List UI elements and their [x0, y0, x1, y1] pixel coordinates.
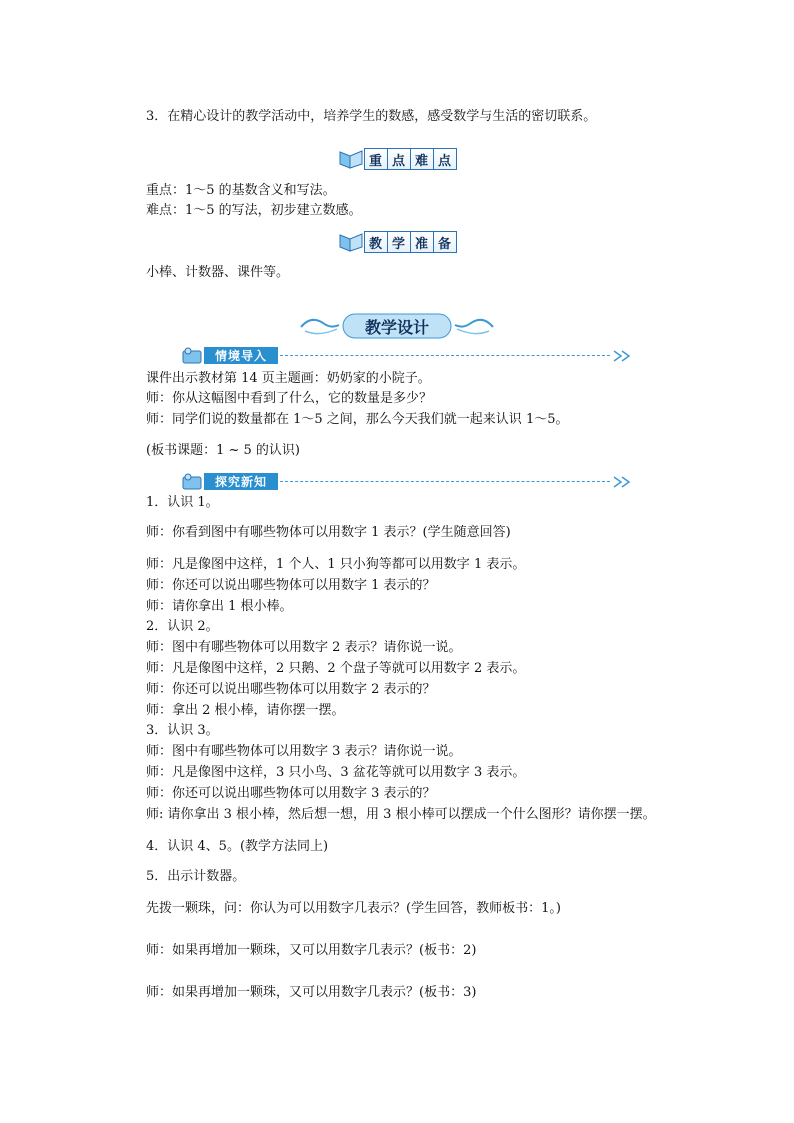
explore-line: 师：你还可以说出哪些物体可以用数字 2 表示的？: [146, 682, 436, 697]
preparation-text: 小棒、计数器、课件等。: [146, 265, 290, 280]
intro-line: 师：你从这幅图中看到了什么，它的数量是多少？: [146, 391, 433, 406]
banner-title: 教学设计: [364, 317, 429, 337]
explore-line: 师：拿出 2 根小棒，请你摆一摆。: [146, 703, 345, 718]
objective-line: 3．在精心设计的教学活动中，培养学生的数感，感受数学与生活的密切联系。: [146, 109, 597, 124]
heading-char: 准: [411, 232, 434, 252]
explore-line: 师：请你拿出 1 根小棒。: [146, 599, 293, 614]
explore-line: 师：你还可以说出哪些物体可以用数字 1 表示的？: [146, 578, 436, 593]
explore-line: 2．认识 2。: [146, 619, 219, 634]
heading-char: 重: [365, 149, 388, 169]
chalkboard-icon: [180, 346, 204, 366]
dashed-divider: [280, 481, 610, 482]
heading-char: 难: [411, 149, 434, 169]
explore-line: 师：图中有哪些物体可以用数字 2 表示？请你说一说。: [146, 640, 462, 655]
intro-label: 情境导入: [204, 347, 278, 364]
dashed-divider: [280, 355, 610, 356]
explore-line: 4．认识 4、5。(教学方法同上): [146, 839, 329, 854]
design-banner: [297, 311, 497, 341]
explore-line: 师：如果再增加一颗珠，又可以用数字几表示？(板书：3): [146, 985, 477, 1000]
chalkboard-icon: [180, 472, 204, 492]
explore-section-bar: [180, 472, 640, 492]
preparation-heading: [0, 231, 794, 253]
explore-line: 师：凡是像图中这样，3 只小鸟、3 盆花等就可以用数字 3 表示。: [146, 765, 526, 780]
book-icon: [338, 148, 364, 170]
key-points-heading: [0, 148, 794, 170]
explore-line: 师：凡是像图中这样，2 只鹅、2 个盘子等就可以用数字 2 表示。: [146, 661, 526, 676]
explore-label: 探究新知: [204, 473, 278, 490]
explore-line: 师: 请你拿出 3 根小棒，然后想一想，用 3 根小棒可以摆成一个什么图形？请你摆一摆。: [146, 807, 656, 822]
intro-line: 师：同学们说的数量都在 1～5 之间，那么今天我们就一起来认识 1～5。: [146, 412, 569, 427]
key-point-line: 重点：1～5 的基数含义和写法。: [146, 183, 336, 198]
book-icon: [338, 231, 364, 253]
intro-line: (板书课题：1 ~ 5 的认识): [146, 443, 300, 458]
heading-char: 点: [388, 149, 411, 169]
explore-line: 先拨一颗珠，问：你认为可以用数字几表示？(学生回答，教师板书：1。): [146, 901, 561, 916]
explore-line: 师：你还可以说出哪些物体可以用数字 3 表示的？: [146, 786, 436, 801]
explore-line: 1．认识 1。: [146, 495, 219, 510]
double-chevron-icon: [612, 349, 636, 363]
double-chevron-icon: [612, 475, 636, 489]
explore-line: 5．出示计数器。: [146, 869, 246, 884]
explore-line: 师：凡是像图中这样，1 个人、1 只小狗等都可以用数字 1 表示。: [146, 557, 526, 572]
heading-char: 学: [388, 232, 411, 252]
explore-line: 3．认识 3。: [146, 723, 219, 738]
explore-line: 师：你看到图中有哪些物体可以用数字 1 表示？(学生随意回答): [146, 525, 511, 540]
heading-char: 教: [365, 232, 388, 252]
explore-line: 师：如果再增加一颗珠，又可以用数字几表示？(板书：2): [146, 943, 477, 958]
difficulty-line: 难点：1～5 的写法，初步建立数感。: [146, 203, 362, 218]
intro-section-bar: [180, 346, 640, 366]
heading-char: 备: [434, 232, 456, 252]
intro-line: 课件出示教材第 14 页主题画：奶奶家的小院子。: [146, 371, 431, 386]
heading-char: 点: [434, 149, 456, 169]
explore-line: 师：图中有哪些物体可以用数字 3 表示？请你说一说。: [146, 744, 462, 759]
